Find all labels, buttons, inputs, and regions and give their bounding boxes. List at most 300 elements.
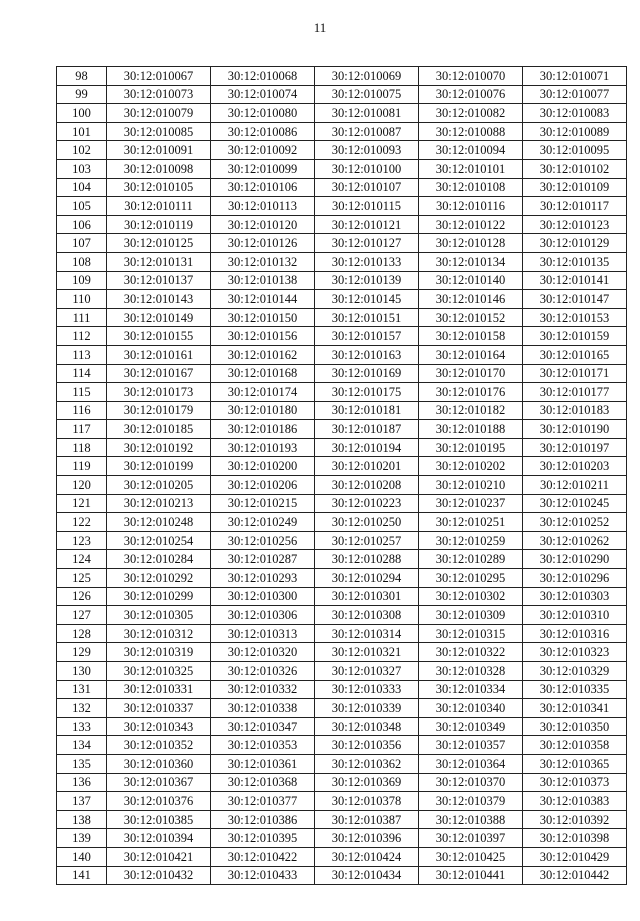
cadastral-number-cell: 30:12:010140: [419, 271, 523, 290]
cadastral-number-cell: 30:12:010167: [107, 364, 211, 383]
cadastral-number-cell: 30:12:010340: [419, 699, 523, 718]
cadastral-number-cell: 30:12:010335: [523, 680, 627, 699]
cadastral-number-cell: 30:12:010122: [419, 215, 523, 234]
cadastral-number-cell: 30:12:010071: [523, 67, 627, 86]
cadastral-number-cell: 30:12:010188: [419, 420, 523, 439]
cadastral-number-cell: 30:12:010305: [107, 606, 211, 625]
cadastral-number-cell: 30:12:010370: [419, 773, 523, 792]
row-number-cell: 122: [57, 513, 107, 532]
cadastral-number-cell: 30:12:010262: [523, 531, 627, 550]
cadastral-number-cell: 30:12:010185: [107, 420, 211, 439]
cadastral-number-cell: 30:12:010252: [523, 513, 627, 532]
cadastral-number-cell: 30:12:010290: [523, 550, 627, 569]
row-number-cell: 125: [57, 569, 107, 588]
cadastral-number-cell: 30:12:010256: [211, 531, 315, 550]
cadastral-number-cell: 30:12:010289: [419, 550, 523, 569]
cadastral-number-cell: 30:12:010341: [523, 699, 627, 718]
row-number-cell: 99: [57, 85, 107, 104]
cadastral-number-cell: 30:12:010082: [419, 104, 523, 123]
table-row: [57, 215, 627, 234]
cadastral-number-cell: 30:12:010129: [523, 234, 627, 253]
row-number-cell: 109: [57, 271, 107, 290]
table-row: [57, 308, 627, 327]
row-number-cell: 129: [57, 643, 107, 662]
cadastral-number-cell: 30:12:010132: [211, 252, 315, 271]
cadastral-number-cell: 30:12:010135: [523, 252, 627, 271]
cadastral-number-cell: 30:12:010421: [107, 847, 211, 866]
cadastral-number-cell: 30:12:010133: [315, 252, 419, 271]
cadastral-number-cell: 30:12:010302: [419, 587, 523, 606]
cadastral-number-cell: 30:12:010187: [315, 420, 419, 439]
cadastral-number-cell: 30:12:010070: [419, 67, 523, 86]
table-row: [57, 252, 627, 271]
cadastral-number-cell: 30:12:010168: [211, 364, 315, 383]
table-row: [57, 606, 627, 625]
cadastral-number-cell: 30:12:010323: [523, 643, 627, 662]
row-number-cell: 108: [57, 252, 107, 271]
cadastral-number-cell: 30:12:010388: [419, 810, 523, 829]
cadastral-number-cell: 30:12:010362: [315, 754, 419, 773]
cadastral-number-cell: 30:12:010127: [315, 234, 419, 253]
row-number-cell: 115: [57, 383, 107, 402]
cadastral-number-cell: 30:12:010095: [523, 141, 627, 160]
cadastral-number-cell: 30:12:010442: [523, 866, 627, 885]
cadastral-number-cell: 30:12:010294: [315, 569, 419, 588]
cadastral-number-cell: 30:12:010157: [315, 327, 419, 346]
table-row: [57, 85, 627, 104]
cadastral-number-cell: 30:12:010213: [107, 494, 211, 513]
cadastral-number-cell: 30:12:010170: [419, 364, 523, 383]
cadastral-number-cell: 30:12:010397: [419, 829, 523, 848]
row-number-cell: 105: [57, 197, 107, 216]
cadastral-number-cell: 30:12:010365: [523, 754, 627, 773]
cadastral-number-cell: 30:12:010386: [211, 810, 315, 829]
cadastral-number-cell: 30:12:010321: [315, 643, 419, 662]
table-row: [57, 234, 627, 253]
cadastral-number-cell: 30:12:010174: [211, 383, 315, 402]
row-number-cell: 110: [57, 290, 107, 309]
cadastral-number-cell: 30:12:010169: [315, 364, 419, 383]
table-row: [57, 717, 627, 736]
cadastral-number-cell: 30:12:010292: [107, 569, 211, 588]
cadastral-number-cell: 30:12:010395: [211, 829, 315, 848]
cadastral-number-cell: 30:12:010176: [419, 383, 523, 402]
cadastral-number-cell: 30:12:010360: [107, 754, 211, 773]
table-row: [57, 457, 627, 476]
table-row: [57, 141, 627, 160]
cadastral-number-cell: 30:12:010089: [523, 122, 627, 141]
cadastral-number-cell: 30:12:010120: [211, 215, 315, 234]
cadastral-number-cell: 30:12:010137: [107, 271, 211, 290]
cadastral-number-cell: 30:12:010208: [315, 476, 419, 495]
row-number-cell: 120: [57, 476, 107, 495]
cadastral-number-cell: 30:12:010076: [419, 85, 523, 104]
row-number-cell: 141: [57, 866, 107, 885]
table-row: [57, 829, 627, 848]
table-row: [57, 624, 627, 643]
cadastral-number-cell: 30:12:010163: [315, 345, 419, 364]
cadastral-number-cell: 30:12:010079: [107, 104, 211, 123]
table-row: [57, 345, 627, 364]
cadastral-number-cell: 30:12:010376: [107, 792, 211, 811]
cadastral-number-cell: 30:12:010155: [107, 327, 211, 346]
cadastral-number-cell: 30:12:010147: [523, 290, 627, 309]
cadastral-number-cell: 30:12:010201: [315, 457, 419, 476]
cadastral-number-cell: 30:12:010077: [523, 85, 627, 104]
table-body: [57, 67, 627, 885]
cadastral-number-cell: 30:12:010309: [419, 606, 523, 625]
cadastral-number-cell: 30:12:010088: [419, 122, 523, 141]
table-row: [57, 476, 627, 495]
cadastral-number-cell: 30:12:010308: [315, 606, 419, 625]
row-number-cell: 98: [57, 67, 107, 86]
table-row: [57, 159, 627, 178]
cadastral-number-cell: 30:12:010424: [315, 847, 419, 866]
cadastral-number-cell: 30:12:010422: [211, 847, 315, 866]
cadastral-number-cell: 30:12:010259: [419, 531, 523, 550]
cadastral-number-cell: 30:12:010069: [315, 67, 419, 86]
cadastral-number-cell: 30:12:010107: [315, 178, 419, 197]
cadastral-number-cell: 30:12:010350: [523, 717, 627, 736]
cadastral-number-cell: 30:12:010338: [211, 699, 315, 718]
cadastral-number-cell: 30:12:010361: [211, 754, 315, 773]
cadastral-number-cell: 30:12:010312: [107, 624, 211, 643]
cadastral-number-cell: 30:12:010121: [315, 215, 419, 234]
table-row: [57, 680, 627, 699]
cadastral-number-cell: 30:12:010162: [211, 345, 315, 364]
cadastral-number-cell: 30:12:010394: [107, 829, 211, 848]
row-number-cell: 138: [57, 810, 107, 829]
cadastral-number-cell: 30:12:010310: [523, 606, 627, 625]
cadastral-number-cell: 30:12:010179: [107, 401, 211, 420]
cadastral-number-cell: 30:12:010139: [315, 271, 419, 290]
row-number-cell: 114: [57, 364, 107, 383]
cadastral-number-cell: 30:12:010343: [107, 717, 211, 736]
cadastral-number-cell: 30:12:010153: [523, 308, 627, 327]
row-number-cell: 100: [57, 104, 107, 123]
cadastral-number-cell: 30:12:010126: [211, 234, 315, 253]
row-number-cell: 111: [57, 308, 107, 327]
table-row: [57, 866, 627, 885]
cadastral-number-cell: 30:12:010180: [211, 401, 315, 420]
cadastral-number-cell: 30:12:010333: [315, 680, 419, 699]
cadastral-number-cell: 30:12:010093: [315, 141, 419, 160]
cadastral-number-cell: 30:12:010377: [211, 792, 315, 811]
cadastral-number-cell: 30:12:010177: [523, 383, 627, 402]
table-row: [57, 587, 627, 606]
cadastral-number-cell: 30:12:010249: [211, 513, 315, 532]
table-row: [57, 383, 627, 402]
cadastral-number-cell: 30:12:010156: [211, 327, 315, 346]
row-number-cell: 116: [57, 401, 107, 420]
cadastral-number-cell: 30:12:010074: [211, 85, 315, 104]
cadastral-number-cell: 30:12:010099: [211, 159, 315, 178]
cadastral-number-cell: 30:12:010337: [107, 699, 211, 718]
row-number-cell: 128: [57, 624, 107, 643]
row-number-cell: 103: [57, 159, 107, 178]
cadastral-number-cell: 30:12:010067: [107, 67, 211, 86]
row-number-cell: 107: [57, 234, 107, 253]
cadastral-number-cell: 30:12:010175: [315, 383, 419, 402]
cadastral-number-cell: 30:12:010202: [419, 457, 523, 476]
row-number-cell: 118: [57, 438, 107, 457]
cadastral-number-cell: 30:12:010195: [419, 438, 523, 457]
cadastral-number-cell: 30:12:010081: [315, 104, 419, 123]
cadastral-number-cell: 30:12:010295: [419, 569, 523, 588]
cadastral-number-cell: 30:12:010091: [107, 141, 211, 160]
cadastral-number-cell: 30:12:010116: [419, 197, 523, 216]
row-number-cell: 137: [57, 792, 107, 811]
row-number-cell: 135: [57, 754, 107, 773]
cadastral-number-cell: 30:12:010315: [419, 624, 523, 643]
cadastral-number-cell: 30:12:010102: [523, 159, 627, 178]
cadastral-number-cell: 30:12:010186: [211, 420, 315, 439]
cadastral-number-cell: 30:12:010314: [315, 624, 419, 643]
row-number-cell: 113: [57, 345, 107, 364]
cadastral-number-cell: 30:12:010257: [315, 531, 419, 550]
table-row: [57, 662, 627, 681]
table-row: [57, 122, 627, 141]
table-row: [57, 569, 627, 588]
row-number-cell: 117: [57, 420, 107, 439]
cadastral-number-cell: 30:12:010149: [107, 308, 211, 327]
cadastral-number-cell: 30:12:010197: [523, 438, 627, 457]
cadastral-number-cell: 30:12:010145: [315, 290, 419, 309]
cadastral-number-cell: 30:12:010143: [107, 290, 211, 309]
cadastral-number-cell: 30:12:010288: [315, 550, 419, 569]
cadastral-number-cell: 30:12:010161: [107, 345, 211, 364]
cadastral-number-cell: 30:12:010352: [107, 736, 211, 755]
cadastral-number-cell: 30:12:010138: [211, 271, 315, 290]
cadastral-number-cell: 30:12:010356: [315, 736, 419, 755]
cadastral-number-cell: 30:12:010387: [315, 810, 419, 829]
cadastral-number-cell: 30:12:010250: [315, 513, 419, 532]
cadastral-number-cell: 30:12:010108: [419, 178, 523, 197]
cadastral-number-cell: 30:12:010433: [211, 866, 315, 885]
cadastral-table-container: [56, 66, 626, 885]
cadastral-number-cell: 30:12:010080: [211, 104, 315, 123]
cadastral-number-cell: 30:12:010398: [523, 829, 627, 848]
cadastral-number-cell: 30:12:010150: [211, 308, 315, 327]
cadastral-number-cell: 30:12:010193: [211, 438, 315, 457]
table-row: [57, 736, 627, 755]
cadastral-number-cell: 30:12:010357: [419, 736, 523, 755]
cadastral-number-cell: 30:12:010141: [523, 271, 627, 290]
cadastral-number-cell: 30:12:010432: [107, 866, 211, 885]
cadastral-number-cell: 30:12:010349: [419, 717, 523, 736]
row-number-cell: 127: [57, 606, 107, 625]
cadastral-number-cell: 30:12:010128: [419, 234, 523, 253]
cadastral-number-cell: 30:12:010347: [211, 717, 315, 736]
cadastral-number-cell: 30:12:010083: [523, 104, 627, 123]
table-row: [57, 531, 627, 550]
cadastral-number-cell: 30:12:010073: [107, 85, 211, 104]
cadastral-number-cell: 30:12:010373: [523, 773, 627, 792]
table-row: [57, 420, 627, 439]
cadastral-number-cell: 30:12:010293: [211, 569, 315, 588]
cadastral-number-cell: 30:12:010210: [419, 476, 523, 495]
table-row: [57, 67, 627, 86]
row-number-cell: 133: [57, 717, 107, 736]
cadastral-number-cell: 30:12:010364: [419, 754, 523, 773]
cadastral-number-cell: 30:12:010203: [523, 457, 627, 476]
table-row: [57, 643, 627, 662]
row-number-cell: 136: [57, 773, 107, 792]
row-number-cell: 112: [57, 327, 107, 346]
cadastral-number-cell: 30:12:010165: [523, 345, 627, 364]
cadastral-number-cell: 30:12:010146: [419, 290, 523, 309]
cadastral-number-cell: 30:12:010303: [523, 587, 627, 606]
row-number-cell: 101: [57, 122, 107, 141]
cadastral-number-cell: 30:12:010075: [315, 85, 419, 104]
cadastral-number-cell: 30:12:010158: [419, 327, 523, 346]
table-row: [57, 104, 627, 123]
row-number-cell: 132: [57, 699, 107, 718]
cadastral-number-cell: 30:12:010392: [523, 810, 627, 829]
table-row: [57, 401, 627, 420]
cadastral-number-cell: 30:12:010134: [419, 252, 523, 271]
cadastral-number-cell: 30:12:010190: [523, 420, 627, 439]
cadastral-number-cell: 30:12:010117: [523, 197, 627, 216]
cadastral-number-cell: 30:12:010332: [211, 680, 315, 699]
cadastral-number-cell: 30:12:010331: [107, 680, 211, 699]
cadastral-number-cell: 30:12:010101: [419, 159, 523, 178]
cadastral-number-cell: 30:12:010320: [211, 643, 315, 662]
cadastral-number-cell: 30:12:010109: [523, 178, 627, 197]
table-row: [57, 699, 627, 718]
row-number-cell: 104: [57, 178, 107, 197]
row-number-cell: 123: [57, 531, 107, 550]
cadastral-number-cell: 30:12:010115: [315, 197, 419, 216]
cadastral-number-cell: 30:12:010316: [523, 624, 627, 643]
table-row: [57, 550, 627, 569]
cadastral-number-cell: 30:12:010206: [211, 476, 315, 495]
row-number-cell: 121: [57, 494, 107, 513]
row-number-cell: 119: [57, 457, 107, 476]
cadastral-number-cell: 30:12:010205: [107, 476, 211, 495]
row-number-cell: 102: [57, 141, 107, 160]
cadastral-number-cell: 30:12:010123: [523, 215, 627, 234]
cadastral-number-cell: 30:12:010215: [211, 494, 315, 513]
cadastral-number-cell: 30:12:010326: [211, 662, 315, 681]
table-row: [57, 792, 627, 811]
cadastral-number-cell: 30:12:010383: [523, 792, 627, 811]
cadastral-number-cell: 30:12:010328: [419, 662, 523, 681]
row-number-cell: 124: [57, 550, 107, 569]
cadastral-number-cell: 30:12:010385: [107, 810, 211, 829]
cadastral-number-cell: 30:12:010245: [523, 494, 627, 513]
cadastral-number-cell: 30:12:010358: [523, 736, 627, 755]
table-row: [57, 754, 627, 773]
cadastral-number-cell: 30:12:010296: [523, 569, 627, 588]
cadastral-number-cell: 30:12:010237: [419, 494, 523, 513]
cadastral-number-cell: 30:12:010199: [107, 457, 211, 476]
cadastral-number-cell: 30:12:010152: [419, 308, 523, 327]
cadastral-number-cell: 30:12:010223: [315, 494, 419, 513]
cadastral-number-cell: 30:12:010068: [211, 67, 315, 86]
cadastral-number-cell: 30:12:010200: [211, 457, 315, 476]
cadastral-number-cell: 30:12:010111: [107, 197, 211, 216]
cadastral-number-cell: 30:12:010425: [419, 847, 523, 866]
cadastral-number-cell: 30:12:010125: [107, 234, 211, 253]
cadastral-number-cell: 30:12:010396: [315, 829, 419, 848]
cadastral-numbers-table: [56, 66, 627, 885]
cadastral-number-cell: 30:12:010334: [419, 680, 523, 699]
cadastral-number-cell: 30:12:010339: [315, 699, 419, 718]
table-row: [57, 494, 627, 513]
cadastral-number-cell: 30:12:010367: [107, 773, 211, 792]
cadastral-number-cell: 30:12:010087: [315, 122, 419, 141]
cadastral-number-cell: 30:12:010164: [419, 345, 523, 364]
cadastral-number-cell: 30:12:010248: [107, 513, 211, 532]
cadastral-number-cell: 30:12:010325: [107, 662, 211, 681]
cadastral-number-cell: 30:12:010284: [107, 550, 211, 569]
table-row: [57, 271, 627, 290]
cadastral-number-cell: 30:12:010183: [523, 401, 627, 420]
cadastral-number-cell: 30:12:010092: [211, 141, 315, 160]
table-row: [57, 290, 627, 309]
cadastral-number-cell: 30:12:010094: [419, 141, 523, 160]
table-row: [57, 364, 627, 383]
cadastral-number-cell: 30:12:010368: [211, 773, 315, 792]
row-number-cell: 139: [57, 829, 107, 848]
cadastral-number-cell: 30:12:010251: [419, 513, 523, 532]
cadastral-number-cell: 30:12:010085: [107, 122, 211, 141]
cadastral-number-cell: 30:12:010100: [315, 159, 419, 178]
cadastral-number-cell: 30:12:010300: [211, 587, 315, 606]
cadastral-number-cell: 30:12:010131: [107, 252, 211, 271]
table-row: [57, 847, 627, 866]
cadastral-number-cell: 30:12:010105: [107, 178, 211, 197]
cadastral-number-cell: 30:12:010171: [523, 364, 627, 383]
cadastral-number-cell: 30:12:010301: [315, 587, 419, 606]
table-row: [57, 810, 627, 829]
cadastral-number-cell: 30:12:010113: [211, 197, 315, 216]
cadastral-number-cell: 30:12:010086: [211, 122, 315, 141]
cadastral-number-cell: 30:12:010313: [211, 624, 315, 643]
cadastral-number-cell: 30:12:010379: [419, 792, 523, 811]
row-number-cell: 130: [57, 662, 107, 681]
table-row: [57, 773, 627, 792]
row-number-cell: 131: [57, 680, 107, 699]
cadastral-number-cell: 30:12:010151: [315, 308, 419, 327]
table-row: [57, 327, 627, 346]
cadastral-number-cell: 30:12:010098: [107, 159, 211, 178]
cadastral-number-cell: 30:12:010182: [419, 401, 523, 420]
page-number: 11: [313, 20, 327, 35]
cadastral-number-cell: 30:12:010194: [315, 438, 419, 457]
cadastral-number-cell: 30:12:010322: [419, 643, 523, 662]
cadastral-number-cell: 30:12:010353: [211, 736, 315, 755]
cadastral-number-cell: 30:12:010299: [107, 587, 211, 606]
cadastral-number-cell: 30:12:010119: [107, 215, 211, 234]
cadastral-number-cell: 30:12:010144: [211, 290, 315, 309]
cadastral-number-cell: 30:12:010348: [315, 717, 419, 736]
cadastral-number-cell: 30:12:010173: [107, 383, 211, 402]
table-row: [57, 197, 627, 216]
cadastral-number-cell: 30:12:010378: [315, 792, 419, 811]
cadastral-number-cell: 30:12:010159: [523, 327, 627, 346]
cadastral-number-cell: 30:12:010327: [315, 662, 419, 681]
cadastral-number-cell: 30:12:010211: [523, 476, 627, 495]
row-number-cell: 140: [57, 847, 107, 866]
cadastral-number-cell: 30:12:010181: [315, 401, 419, 420]
row-number-cell: 106: [57, 215, 107, 234]
row-number-cell: 126: [57, 587, 107, 606]
table-row: [57, 438, 627, 457]
cadastral-number-cell: 30:12:010106: [211, 178, 315, 197]
row-number-cell: 134: [57, 736, 107, 755]
